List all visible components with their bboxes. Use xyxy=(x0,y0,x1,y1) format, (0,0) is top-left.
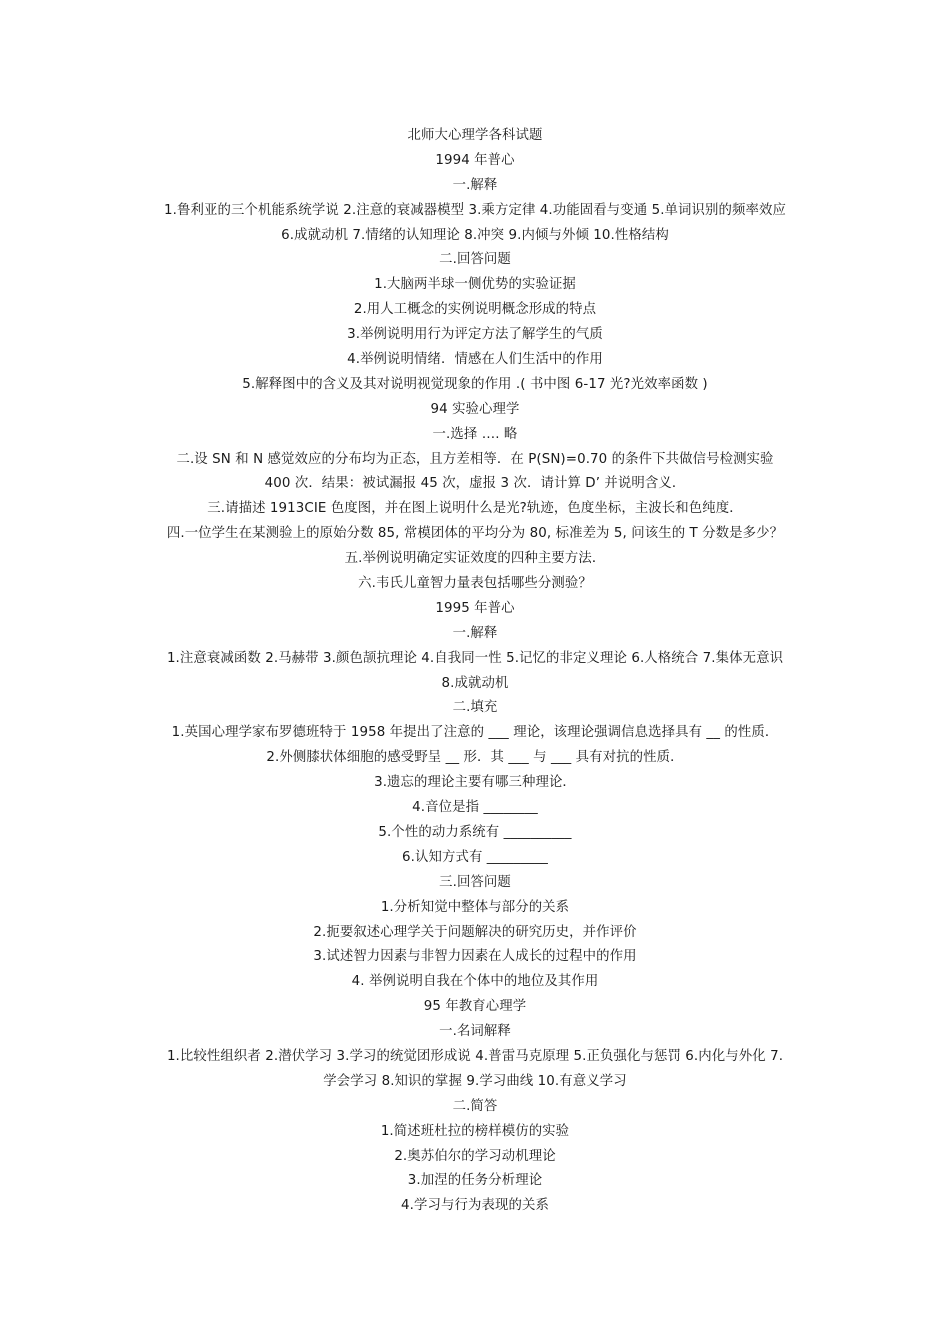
text-line: 二.设 SN 和 N 感觉效应的分布均为正态，且方差相等．在 P(SN)=0.70 的条件下共做信号检测实验 xyxy=(176,451,774,467)
section-heading: 1995 年普心 xyxy=(435,600,515,616)
text-line: 6.认知方式有 _________ xyxy=(402,849,548,865)
text-line: 2.用人工概念的实例说明概念形成的特点 xyxy=(353,302,597,318)
subsection-heading: 二.填充 xyxy=(452,700,498,716)
text-line: 1.大脑两半球一侧优势的实验证据 xyxy=(374,277,576,293)
text-line: 学会学习 8.知识的掌握 9.学习曲线 10.有意义学习 xyxy=(323,1073,627,1089)
text-line: 6.成就动机 7.情绪的认知理论 8.冲突 9.内倾与外倾 10.性格结构 xyxy=(281,227,669,243)
text-line: 4. 举例说明自我在个体中的地位及其作用 xyxy=(351,974,599,990)
section-heading: 1994 年普心 xyxy=(435,152,515,168)
subsection-heading: 一.解释 xyxy=(452,625,498,641)
text-line: 2.扼要叙述心理学关于问题解决的研究历史，并作评价 xyxy=(313,924,637,940)
text-line: 三.请描述 1913CIE 色度图，并在图上说明什么是光?轨迹，色度坐标，主波长和色纯度． xyxy=(207,501,743,517)
text-line: 1.分析知觉中整体与部分的关系 xyxy=(380,899,570,915)
subsection-heading: 一.选择 …. 略 xyxy=(432,426,518,442)
text-line: 1.比较性组织者 2.潜伏学习 3.学习的统觉团形成说 4.普雷马克原理 5.正负强化与惩罚 6.内化与外化 7. xyxy=(166,1048,784,1064)
text-line: 3.遗忘的理论主要有哪三种理论． xyxy=(374,775,576,791)
document-page xyxy=(130,124,820,1219)
text-line: 400 次．结果：被试漏报 45 次，虚报 3 次．请计算 D’ 并说明含义． xyxy=(264,476,686,492)
text-line: 8.成就动机 xyxy=(441,675,509,691)
text-line: 1.鲁利亚的三个机能系统学说 2.注意的衰减器模型 3.乘方定律 4.功能固看与变通 5.单词识别的频率效应 xyxy=(164,202,786,218)
text-line: 1.英国心理学家布罗德班特于 1958 年提出了注意的 ___ 理论，该理论强调信息选择具有 __ 的性质． xyxy=(171,725,779,741)
text-line: 4.举例说明情绪．情感在人们生活中的作用 xyxy=(347,352,603,368)
text-line: 1.注意衰减函数 2.马赫带 3.颜色颉抗理论 4.自我同一性 5.记忆的非定义理论 6.人格统合 7.集体无意识 xyxy=(166,650,784,666)
text-line: 3.加涅的任务分析理论 xyxy=(407,1173,543,1189)
subsection-heading: 一.解释 xyxy=(452,177,498,193)
text-line: 2.奥苏伯尔的学习动机理论 xyxy=(394,1148,556,1164)
text-line: 5.解释图中的含义及其对说明视觉现象的作用 .( 书中图 6-17 光?光效率函数 ) xyxy=(242,376,708,392)
subsection-heading: 二.回答问题 xyxy=(439,252,511,268)
text-line: 2.外侧膝状体细胞的感受野呈 __ 形．其 ___ 与 ___ 具有对抗的性质． xyxy=(266,750,684,766)
section-heading: 95 年教育心理学 xyxy=(423,999,527,1015)
text-line: 3.试述智力因素与非智力因素在人成长的过程中的作用 xyxy=(313,949,637,965)
subsection-heading: 一.名词解释 xyxy=(439,1024,511,1040)
text-line: 5.个性的动力系统有 __________ xyxy=(378,824,572,840)
section-heading: 94 实验心理学 xyxy=(430,401,520,417)
subsection-heading: 二.简答 xyxy=(452,1098,498,1114)
text-line: 六.韦氏儿童智力量表包括哪些分测验？ xyxy=(358,576,592,592)
text-line: 4.学习与行为表现的关系 xyxy=(401,1198,549,1214)
text-line: 3.举例说明用行为评定方法了解学生的气质 xyxy=(347,327,603,343)
text-line: 五.举例说明确定实证效度的四种主要方法． xyxy=(344,551,606,567)
text-line: 4.音位是指 ________ xyxy=(412,800,538,816)
text-line: 四.一位学生在某测验上的原始分数 85, 常模团体的平均分为 80, 标准差为 5, 问该生的 T 分数是多少？ xyxy=(166,526,784,542)
subsection-heading: 三.回答问题 xyxy=(439,874,511,890)
document-title: 北师大心理学各科试题 xyxy=(407,128,543,143)
text-line: 1.简述班杜拉的榜样模仿的实验 xyxy=(380,1123,570,1139)
